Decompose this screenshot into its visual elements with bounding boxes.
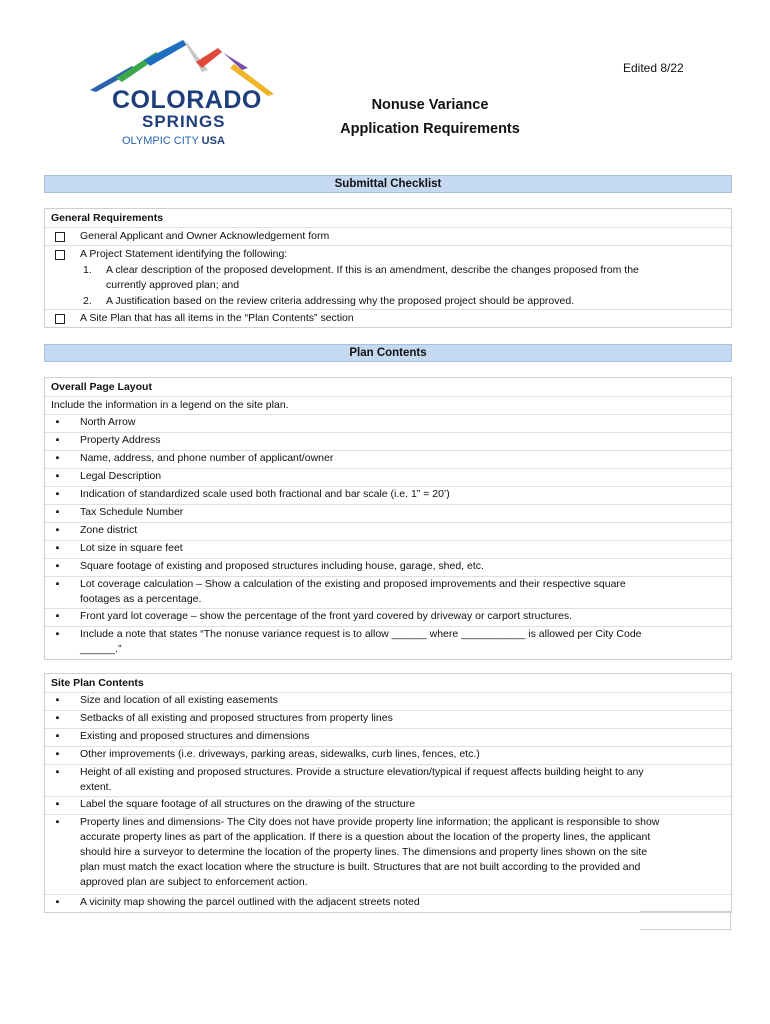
- bullet-icon: ▪: [55, 798, 60, 810]
- general-requirements-section: [44, 208, 732, 328]
- edited-date: Edited 8/22: [623, 61, 684, 75]
- overall-page-layout-heading: Overall Page Layout: [51, 381, 152, 393]
- bullet-icon: ▪: [55, 712, 60, 724]
- checkbox-site-plan[interactable]: [55, 314, 65, 324]
- bullet-icon: ▪: [55, 524, 60, 536]
- statement-description-line1: A clear description of the proposed development. If this is an amendment, describe the changes proposed from the: [106, 264, 639, 276]
- logo-springs: SPRINGS: [142, 112, 226, 131]
- checkbox-applicant-form[interactable]: [55, 232, 65, 242]
- logo-usa: USA: [201, 135, 225, 147]
- general-item-applicant-form: General Applicant and Owner Acknowledgement form: [80, 230, 330, 242]
- list-item: Indication of standardized scale used both fractional and bar scale (i.e. 1” = 20’): [80, 488, 450, 500]
- list-item: Include a note that states “The nonuse variance request is to allow ______ where ___________ is allowed per City Code: [80, 628, 642, 640]
- list-item-continued: plan must match the exact location where the structure is built. Structures that are not built according to the provided and: [80, 861, 641, 873]
- list-item: Zone district: [80, 524, 138, 536]
- bullet-icon: ▪: [55, 766, 60, 778]
- list-item-continued: ______.”: [80, 643, 122, 655]
- table-end-cell: [640, 911, 731, 930]
- list-item-continued: approved plan are subject to enforcement action.: [80, 876, 308, 888]
- bullet-icon: ▪: [55, 542, 60, 554]
- list-item: Existing and proposed structures and dimensions: [80, 730, 310, 742]
- statement-description-line2: currently approved plan; and: [106, 279, 240, 291]
- list-item: Square footage of existing and proposed structures including house, garage, shed, etc.: [80, 560, 484, 572]
- list-item: A vicinity map showing the parcel outlined with the adjacent streets noted: [80, 896, 420, 908]
- bullet-icon: ▪: [55, 730, 60, 742]
- overall-intro: Include the information in a legend on the site plan.: [51, 399, 289, 411]
- bullet-icon: ▪: [55, 506, 60, 518]
- bullet-icon: ▪: [55, 434, 60, 446]
- overall-page-layout-section: [44, 377, 732, 660]
- page-subtitle: Application Requirements: [340, 121, 520, 137]
- bullet-icon: ▪: [55, 488, 60, 500]
- list-item-continued: extent.: [80, 781, 112, 793]
- bullet-icon: ▪: [55, 748, 60, 760]
- list-item: Height of all existing and proposed structures. Provide a structure elevation/typical if request affects building height to any: [80, 766, 644, 778]
- list-number: 1.: [83, 264, 92, 276]
- bullet-icon: ▪: [55, 560, 60, 572]
- general-requirements-heading: General Requirements: [51, 212, 164, 224]
- plan-contents-header: Plan Contents: [44, 344, 732, 362]
- bullet-icon: ▪: [55, 610, 60, 622]
- bullet-icon: ▪: [55, 470, 60, 482]
- bullet-icon: ▪: [55, 694, 60, 706]
- logo-colorado: COLORADO: [112, 86, 262, 114]
- list-item: Tax Schedule Number: [80, 506, 184, 518]
- page-title: Nonuse Variance: [371, 97, 489, 113]
- submittal-checklist-header: Submittal Checklist: [44, 175, 732, 193]
- list-number: 2.: [83, 295, 92, 307]
- general-item-project-statement: A Project Statement identifying the following:: [80, 248, 288, 260]
- list-item: Lot size in square feet: [80, 542, 183, 554]
- site-plan-contents-section: [44, 673, 732, 913]
- bullet-icon: ▪: [55, 416, 60, 428]
- bullet-icon: ▪: [55, 628, 60, 640]
- list-item: Other improvements (i.e. driveways, parking areas, sidewalks, curb lines, fences, etc.): [80, 748, 480, 760]
- list-item: Lot coverage calculation – Show a calculation of the existing and proposed improvements and their respective square: [80, 578, 626, 590]
- logo-olympic-city-text: OLYMPIC CITY: [122, 135, 202, 147]
- list-item: Setbacks of all existing and proposed structures from property lines: [80, 712, 393, 724]
- list-item: Property lines and dimensions- The City does not have provide property line information; the applicant is responsible to show: [80, 816, 660, 828]
- list-item: Name, address, and phone number of applicant/owner: [80, 452, 334, 464]
- bullet-icon: ▪: [55, 896, 60, 908]
- general-item-site-plan: A Site Plan that has all items in the “Plan Contents” section: [80, 312, 354, 324]
- list-item: Property Address: [80, 434, 161, 446]
- list-item: Legal Description: [80, 470, 162, 482]
- list-item: North Arrow: [80, 416, 136, 428]
- bullet-icon: ▪: [55, 578, 60, 590]
- list-item: Label the square footage of all structures on the drawing of the structure: [80, 798, 416, 810]
- list-item: Size and location of all existing easements: [80, 694, 278, 706]
- statement-justification: A Justification based on the review criteria addressing why the proposed project should be approved.: [106, 295, 575, 307]
- list-item-continued: should hire a surveyor to determine the location of the property lines. The dimensions and property lines shown on the site: [80, 846, 648, 858]
- list-item-continued: accurate property lines as part of the application. If there is a question about the location of the property lines, the applicant: [80, 831, 651, 843]
- checkbox-project-statement[interactable]: [55, 250, 65, 260]
- list-item: Front yard lot coverage – show the percentage of the front yard covered by driveway or carport structures.: [80, 610, 572, 622]
- site-plan-contents-heading: Site Plan Contents: [51, 677, 144, 689]
- bullet-icon: ▪: [55, 816, 60, 828]
- bullet-icon: ▪: [55, 452, 60, 464]
- list-item-continued: footages as a percentage.: [80, 593, 202, 605]
